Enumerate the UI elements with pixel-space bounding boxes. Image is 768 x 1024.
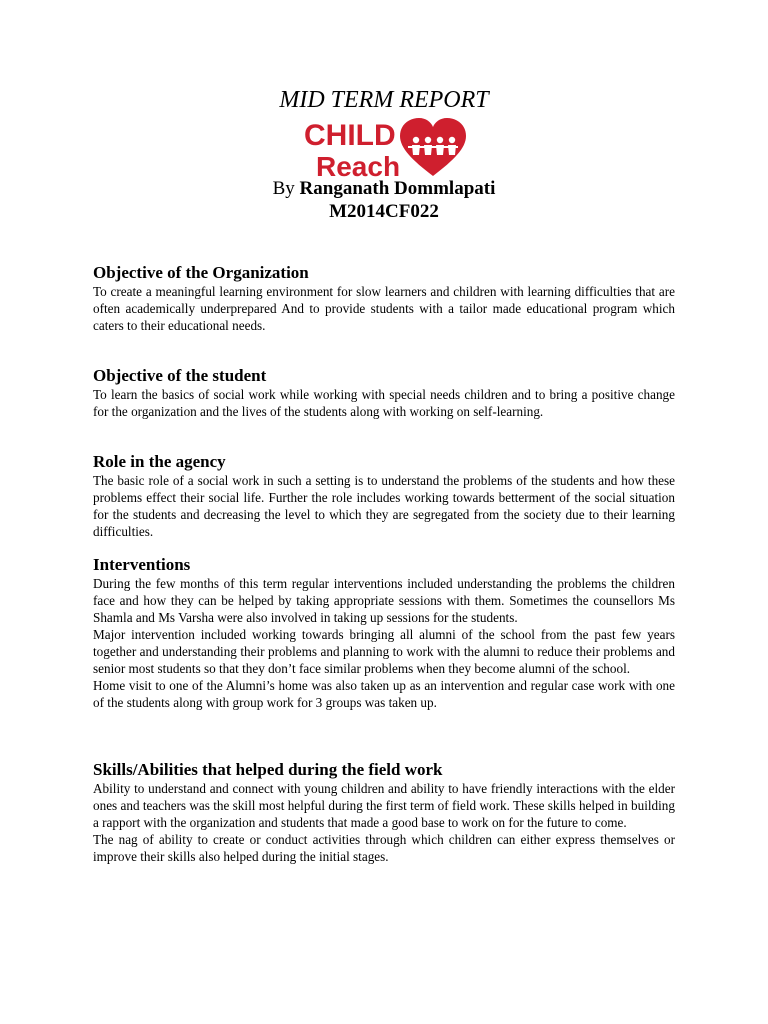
logo-text-child: CHILD	[304, 119, 396, 152]
section-student-objective	[93, 366, 675, 420]
section-paragraph: To create a meaningful learning environment for slow learners and children with learning difficulties that are often academically underprepared And to provide students with a tailor made educational program which caters to their educational needs.	[93, 284, 675, 333]
section-paragraph: Major intervention included working towards bringing all alumni of the school from the past few years together and understanding their problems and planning to work with the alumni to reduce their problems and senior most students so that they don’t face similar problems when they become alumni of the school.	[93, 627, 675, 676]
section-heading: Objective of the Organization	[93, 263, 309, 282]
section-paragraph: Home visit to one of the Alumni’s home was also taken up as an intervention and regular case work with one of the students along with group work for 3 groups was taken up.	[93, 678, 675, 710]
by-label: By	[272, 178, 295, 199]
report-title: MID TERM REPORT	[279, 87, 489, 113]
section-heading: Objective of the student	[93, 366, 267, 385]
section-paragraph: The nag of ability to create or conduct activities through which children can either express themselves or improve their skills also helped during the initial stages.	[93, 832, 675, 864]
section-role-in-agency	[93, 452, 675, 540]
childreach-logo	[304, 116, 470, 178]
heart-icon	[400, 118, 466, 176]
author-name: Ranganath Dommlapati	[299, 178, 496, 199]
section-organization-objective	[93, 263, 675, 334]
section-skills	[93, 760, 675, 865]
section-paragraph: During the few months of this term regular interventions included understanding the problems the children face and how they can be helped by taking appropriate sessions with them. Sometimes the counsellors Ms Shamla and Ms Varsha were also involved in taking up sessions for the students.	[93, 576, 675, 625]
section-heading: Interventions	[93, 555, 191, 574]
student-code: M2014CF022	[329, 201, 439, 222]
section-heading: Skills/Abilities that helped during the field work	[93, 760, 443, 779]
author-line	[0, 178, 768, 200]
section-paragraph: Ability to understand and connect with young children and ability to have friendly interactions with the elder ones and teachers was the skill most helpful during the first term of field work. These skills helped in building a rapport with the organization and students that made a good base to work on for the future to come.	[93, 781, 675, 830]
section-paragraph: The basic role of a social work in such a setting is to understand the problems of the students and how these problems effect their social life. Further the role includes working towards betterment of the social situation for the students and decreasing the level to which they are segregated from the society due to their learning difficulties.	[93, 473, 675, 539]
section-interventions	[93, 555, 675, 711]
section-heading: Role in the agency	[93, 452, 226, 471]
logo-text-reach: Reach	[316, 151, 401, 178]
section-paragraph: To learn the basics of social work while working with special needs children and to bring a positive change for the organization and the lives of the students along with working on self-learning.	[93, 387, 675, 419]
